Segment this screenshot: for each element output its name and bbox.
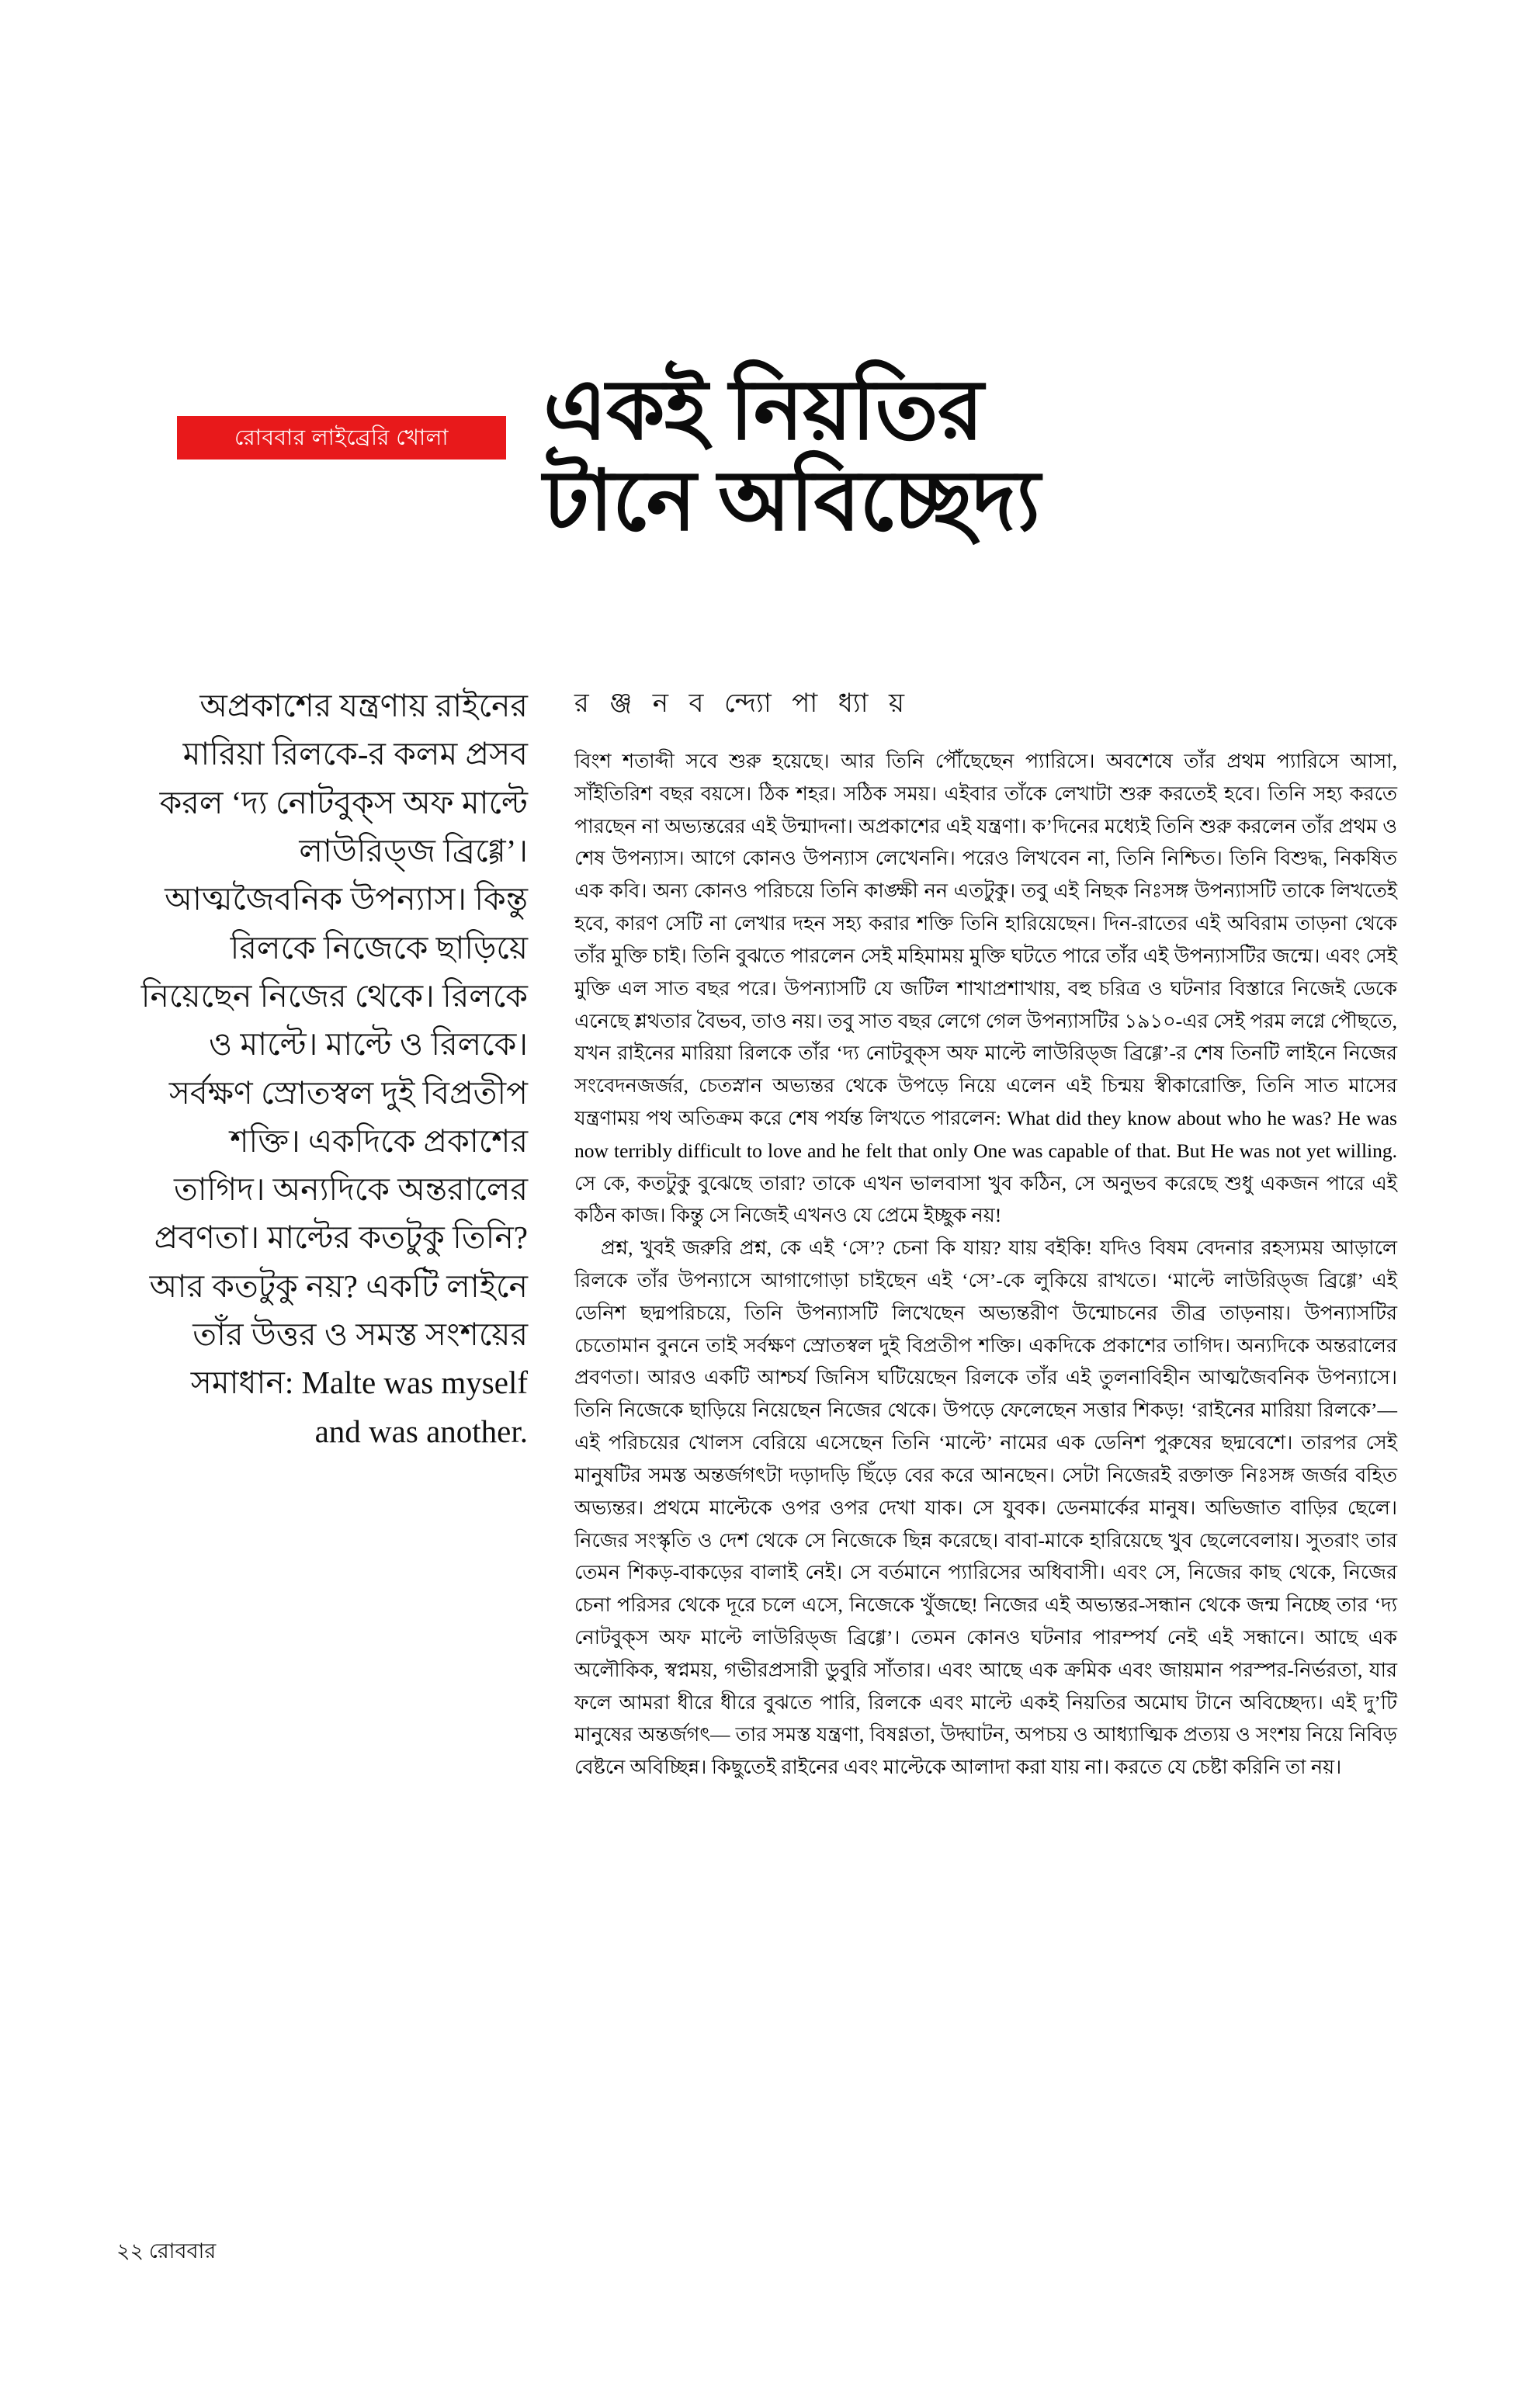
page-folio: ২২ রোববার [116, 2239, 217, 2263]
byline-author: র ঞ্জ ন ব ন্দ্যো পা ধ্যা য় [574, 689, 912, 718]
body-paragraph: প্রশ্ন, খুবই জরুরি প্রশ্ন, কে এই ‘সে’? চেনা কি যায়? যায় বইকি! যদিও বিষম বেদনার রহস্যময় আড়ালে রিলকে তাঁর উপন্যাসে আগাগোড়া চাইছেন এই ‘সে’-কে লুকিয়ে রাখতে। ‘মাল্টে লাউরিড্‌জ ব্রিগ্গে’ এই ডেনিশ ছদ্মপরিচয়ে, তিনি উপন্যাসটি লিখেছেন অভ্যন্তরীণ উন্মোচনের তীব্র তাড়নায়। উপন্যাসটির চেতোমান বুননে তাই সর্বক্ষণ স্রোতস্বল দুই বিপ্রতীপ শক্তি। একদিকে প্রকাশের তাগিদ। অন্যদিকে অন্তরালের প্রবণতা। আরও একটি আশ্চর্য জিনিস ঘটিয়েছেন রিলকে তাঁর এই তুলনাবিহীন আত্মজৈবনিক উপন্যাসে। তিনি নিজেকে ছাড়িয়ে নিয়েছেন নিজের থেকে। উপড়ে ফেলেছেন সত্তার শিকড়! ‘রাইনের মারিয়া রিলকে’— এই পরিচয়ের খোলস বেরিয়ে এসেছেন তিনি ‘মাল্টে’ নামের এক ডেনিশ পুরুষের ছদ্মবেশে। তারপর সেই মানুষটির সমস্ত অন্তর্জগৎটা দড়াদড়ি ছিঁড়ে বের করে আনছেন। সেটা নিজেরই রক্তাক্ত নিঃসঙ্গ জর্জর বহিত অভ্যন্তর। প্রথমে মাল্টেকে ওপর ওপর দেখা যাক। সে যুবক। ডেনমার্কের মানুষ। অভিজাত বাড়ির ছেলে। নিজের সংস্কৃতি ও দেশ থেকে সে নিজেকে ছিন্ন করেছে। বাবা-মাকে হারিয়েছে খুব ছেলেবেলায়। সুতরাং তার তেমন শিকড়-বাকড়ের বালাই নেই। সে বর্তমানে প্যারিসের অধিবাসী। এবং সে, নিজের কাছ থেকে, নিজের চেনা পরিসর থেকে দূরে চলে এসে, নিজেকে খুঁজছে! নিজের এই অভ্যন্তর-সন্ধান থেকে জন্ম নিচ্ছে তার ‘দ্য নোটবুক্‌স অফ মাল্টে লাউরিড্‌জ ব্রিগ্গে’। তেমন কোনও ঘটনার পারম্পর্য নেই এই সন্ধানে। আছে এক অলৌকিক, স্বপ্নময়, গভীরপ্রসারী ডুবুরি সাঁতার। এবং আছে এক ক্রমিক এবং জায়মান পরস্পর-নির্ভরতা, যার ফলে আমরা ধীরে ধীরে বুঝতে পারি, রিলকে এবং মাল্টে একই নিয়তির অমোঘ টানে অবিচ্ছেদ্য। এই দু’টি মানুষের অন্তর্জগৎ— তার সমস্ত যন্ত্রণা, বিষণ্ণতা, উদ্ঘাটন, অপচয় ও আধ্যাত্মিক প্রত্যয় ও সংশয় নিয়ে নিবিড় বেষ্টনে অবিচ্ছিন্ন। কিছুতেই রাইনের এবং মাল্টেকে আলাদা করা যায় না। করতে যে চেষ্টা করিনি তা নয়। [574, 1236, 1397, 1779]
standfirst-text: অপ্রকাশের যন্ত্রণায় রাইনের মারিয়া রিলকে-র কলম প্রসব করল ‘দ্য নোটবুক্‌স অফ মাল্টে লাউরিড্‌জ ব্রিগ্গে’। আত্মজৈবনিক উপন্যাস। কিন্তু রিলকে নিজেকে ছাড়িয়ে নিয়েছেন নিজের থেকে। রিলকে ও মাল্টে। মাল্টে ও রিলকে। সর্বক্ষণ স্রোতস্বল দুই বিপ্রতীপ শক্তি। একদিকে প্রকাশের তাগিদ। অন্যদিকে অন্তরালের প্রবণতা। মাল্টের কতটুকু তিনি? আর কতটুকু নয়? একটি লাইনে তাঁর উত্তর ও সমস্ত সংশয়ের সমাধান: [140, 688, 528, 1401]
body-paragraph: বিংশ শতাব্দী সবে শুরু হয়েছে। আর তিনি পৌঁছেছেন প্যারিসে। অবশেষে তাঁর প্রথম প্যারিসে আসা, সাঁইতিরিশ বছর বয়সে। ঠিক শহর। সঠিক সময়। এইবার তাঁকে লেখাটা শুরু করতেই হবে। তিনি সহ্য করতে পারছেন না অভ্যন্তরের এই উন্মাদনা। অপ্রকাশের এই যন্ত্রণা। ক’দিনের মধ্যেই তিনি শুরু করলেন তাঁর প্রথম ও শেষ উপন্যাস। আগে কোনও উপন্যাস লেখেননি। পরেও লিখবেন না, তিনি নিশ্চিত। তিনি বিশুদ্ধ, নিকষিত এক কবি। অন্য কোনও পরিচয়ে তিনি কাঙ্ক্ষী নন এতটুকু। তবু এই নিছক নিঃসঙ্গ উপন্যাসটি তাকে লিখতেই হবে, কারণ সেটি না লেখার দহন সহ্য করার শক্তি তিনি হারিয়েছেন। দিন-রাতের এই অবিরাম তাড়না থেকে তাঁর মুক্তি চাই। তিনি বুঝতে পারলেন সেই মহিমাময় মুক্তি ঘটতে পারে তাঁর এই উপন্যাসটির জন্মে। এবং সেই মুক্তি এল সাত বছর পরে। উপন্যাসটি যে জটিল শাখাপ্রশাখায়, বহু চরিত্র ও ঘটনার বিস্তারে নিজেই ডেকে এনেছে শ্লথতার বৈভব, তাও নয়। তবু সাত বছর লেগে গেল উপন্যাসটির ১৯১০-এর সেই পরম লগ্নে পৌছতে, যখন রাইনের মারিয়া রিলকে তাঁর ‘দ্য নোটবুক্‌স অফ মাল্টে লাউরিড্‌জ ব্রিগ্গে’-র শেষ তিনটি লাইনে নিজের সংবেদনজর্জর, চেতস্নান অভ্যন্তর থেকে উপড়ে নিয়ে এলেন এই চিন্ময় স্বীকারোক্তি, তিনি সাত মাসের যন্ত্রণাময় পথ অতিক্রম করে শেষ পর্যন্ত লিখতে পারলেন: What did they know about who he was? He was now terribly difficult to love and he felt that only One was capable of that. But He was not yet willing. সে কে, কতটুকু বুঝেছে তারা? তাকে এখন ভালবাসা খুব কঠিন, সে অনুভব করেছে শুধু একজন পারে এই কঠিন কাজ। কিন্তু সে নিজেই এখনও যে প্রেমে ইচ্ছুক নয়! [574, 750, 1397, 1227]
headline-line-1: একই নিয়তির [543, 362, 983, 456]
standfirst [140, 681, 528, 1455]
kicker-badge: রোববার লাইব্রেরি খোলা [177, 416, 506, 460]
standfirst-quote: Malte was myself and was another. [301, 1365, 528, 1449]
headline-line-2: টানে অবিচ্ছেদ্য [543, 453, 1040, 547]
page-title [543, 362, 1428, 547]
article-body [574, 745, 1397, 1784]
